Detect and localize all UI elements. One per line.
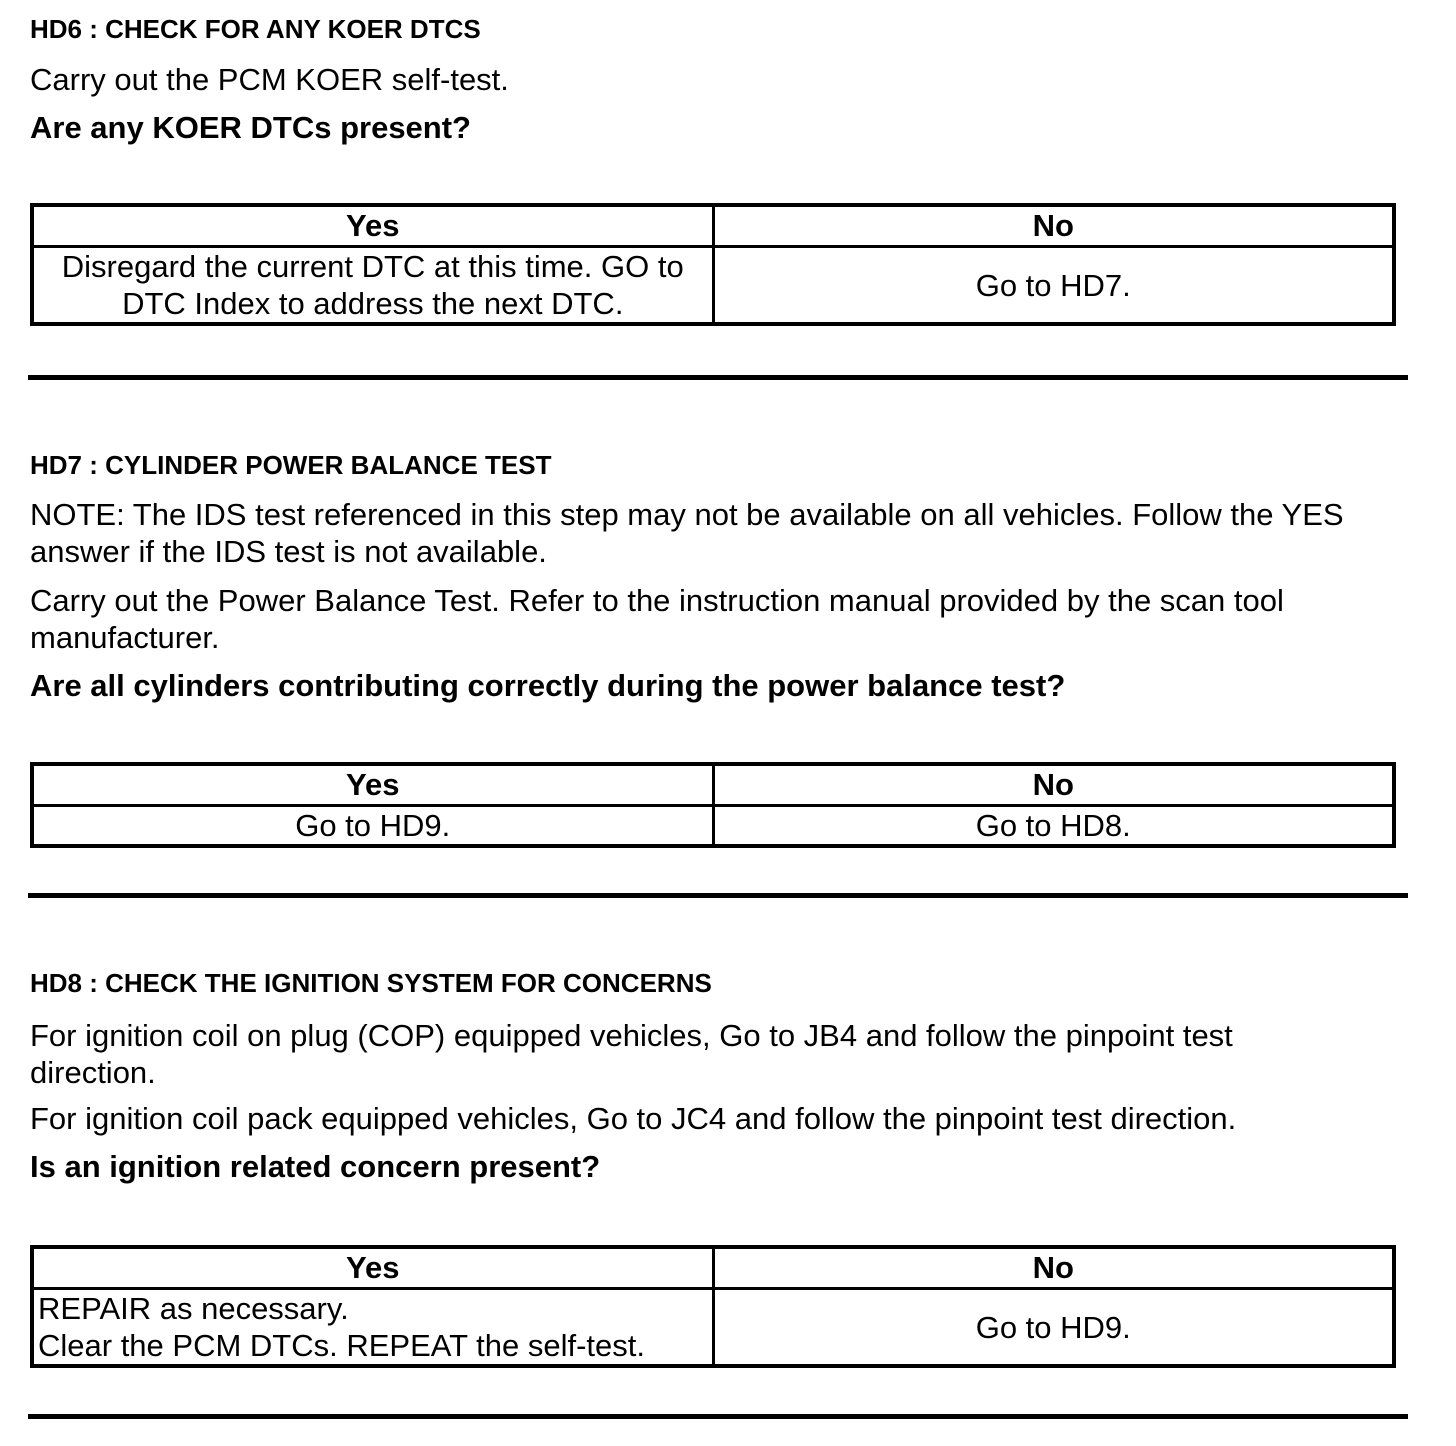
section-divider — [28, 893, 1408, 898]
no-cell: Go to HD9. — [713, 1289, 1394, 1367]
step-title: HD6 : CHECK FOR ANY KOER DTCS — [30, 14, 481, 44]
step-title: HD8 : CHECK THE IGNITION SYSTEM FOR CONCERNS — [30, 968, 712, 998]
section-divider — [28, 375, 1408, 380]
no-header: No — [713, 205, 1394, 247]
yes-cell — [32, 1289, 713, 1367]
yes-line: Disregard the current DTC at this time. GO to — [61, 249, 684, 284]
step-title: HD7 : CYLINDER POWER BALANCE TEST — [30, 450, 552, 480]
answer-table — [30, 1245, 1396, 1368]
yes-line: DTC Index to address the next DTC. — [122, 286, 624, 321]
no-header: No — [713, 1247, 1394, 1289]
no-cell: Go to HD7. — [713, 247, 1394, 325]
question-text: Are all cylinders contributing correctly during the power balance test? — [30, 668, 1066, 703]
instruction-text: For ignition coil on plug (COP) equipped vehicles, Go to JB4 and follow the pinpoint test direction. — [30, 1018, 1233, 1090]
yes-header: Yes — [32, 205, 713, 247]
yes-header: Yes — [32, 764, 713, 806]
instruction-text: Carry out the PCM KOER self-test. — [30, 62, 509, 97]
yes-line: Clear the PCM DTCs. REPEAT the self-test. — [38, 1328, 645, 1363]
instruction-text: For ignition coil pack equipped vehicles, Go to JC4 and follow the pinpoint test direction. — [30, 1101, 1237, 1136]
answer-table — [30, 762, 1396, 848]
no-cell: Go to HD8. — [713, 806, 1394, 847]
note-text: NOTE: The IDS test referenced in this step may not be available on all vehicles. Follow the YES answer if the IDS test is not available. — [30, 497, 1344, 569]
instruction-text: Carry out the Power Balance Test. Refer to the instruction manual provided by the scan tool manufacturer. — [30, 583, 1284, 655]
no-header: No — [713, 764, 1394, 806]
answer-table — [30, 203, 1396, 326]
yes-header: Yes — [32, 1247, 713, 1289]
section-divider — [28, 1414, 1408, 1419]
yes-cell: Go to HD9. — [32, 806, 713, 847]
yes-cell — [32, 247, 713, 325]
question-text: Are any KOER DTCs present? — [30, 110, 471, 145]
question-text: Is an ignition related concern present? — [30, 1149, 601, 1184]
yes-line: REPAIR as necessary. — [38, 1291, 349, 1326]
